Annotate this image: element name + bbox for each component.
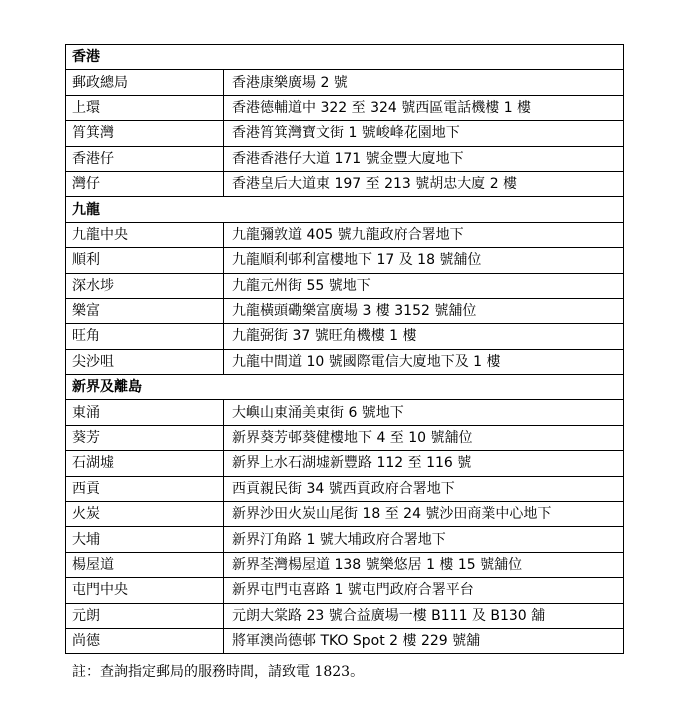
office-name: 筲箕灣 <box>66 121 224 146</box>
table-row <box>66 146 624 171</box>
office-name: 尚德 <box>66 628 224 653</box>
region-heading: 香港 <box>66 45 624 70</box>
table-row <box>66 552 624 577</box>
table-row <box>66 324 624 349</box>
table-row <box>66 578 624 603</box>
office-address: 新界汀角路 1 號大埔政府合署地下 <box>224 527 624 552</box>
table-row <box>66 70 624 95</box>
office-address: 將軍澳尚德邨 TKO Spot 2 樓 229 號舖 <box>224 628 624 653</box>
office-address: 大嶼山東涌美東街 6 號地下 <box>224 400 624 425</box>
office-address: 西貢親民街 34 號西貢政府合署地下 <box>224 476 624 501</box>
office-name: 火炭 <box>66 502 224 527</box>
table-row <box>66 603 624 628</box>
office-name: 西貢 <box>66 476 224 501</box>
office-address: 九龍元州街 55 號地下 <box>224 273 624 298</box>
office-name: 石湖墟 <box>66 451 224 476</box>
office-address: 香港筲箕灣寶文街 1 號峻峰花園地下 <box>224 121 624 146</box>
office-address: 香港香港仔大道 171 號金豐大廈地下 <box>224 146 624 171</box>
office-name: 郵政總局 <box>66 70 224 95</box>
table-row <box>66 273 624 298</box>
office-name: 大埔 <box>66 527 224 552</box>
table-row <box>66 400 624 425</box>
office-address: 香港康樂廣場 2 號 <box>224 70 624 95</box>
office-address: 元朗大棠路 23 號合益廣場一樓 B111 及 B130 舖 <box>224 603 624 628</box>
office-address: 九龍彌敦道 405 號九龍政府合署地下 <box>224 222 624 247</box>
table-row <box>66 171 624 196</box>
office-name: 葵芳 <box>66 425 224 450</box>
office-address: 九龍順利邨利富樓地下 17 及 18 號舖位 <box>224 248 624 273</box>
office-address: 香港皇后大道東 197 至 213 號胡忠大廈 2 樓 <box>224 171 624 196</box>
post-office-table <box>65 44 624 654</box>
region-header-row <box>66 197 624 222</box>
table-row <box>66 298 624 323</box>
office-name: 香港仔 <box>66 146 224 171</box>
table-row <box>66 527 624 552</box>
table-row <box>66 222 624 247</box>
office-address: 新界屯門屯喜路 1 號屯門政府合署平台 <box>224 578 624 603</box>
office-name: 元朗 <box>66 603 224 628</box>
office-address: 新界上水石湖墟新豐路 112 至 116 號 <box>224 451 624 476</box>
office-name: 屯門中央 <box>66 578 224 603</box>
office-name: 深水埗 <box>66 273 224 298</box>
table-row <box>66 628 624 653</box>
office-name: 九龍中央 <box>66 222 224 247</box>
office-name: 樂富 <box>66 298 224 323</box>
office-address: 新界沙田火炭山尾街 18 至 24 號沙田商業中心地下 <box>224 502 624 527</box>
table-row <box>66 349 624 374</box>
office-address: 九龍弼街 37 號旺角機樓 1 樓 <box>224 324 624 349</box>
table-row <box>66 502 624 527</box>
office-name: 東涌 <box>66 400 224 425</box>
table-row <box>66 248 624 273</box>
office-name: 楊屋道 <box>66 552 224 577</box>
region-header-row <box>66 375 624 400</box>
table-row <box>66 121 624 146</box>
office-address: 新界荃灣楊屋道 138 號樂悠居 1 樓 15 號舖位 <box>224 552 624 577</box>
table-row <box>66 95 624 120</box>
table-row <box>66 451 624 476</box>
office-address: 九龍橫頭磡樂富廣場 3 樓 3152 號舖位 <box>224 298 624 323</box>
office-name: 旺角 <box>66 324 224 349</box>
office-name: 順利 <box>66 248 224 273</box>
region-heading: 九龍 <box>66 197 624 222</box>
office-name: 灣仔 <box>66 171 224 196</box>
region-heading: 新界及離島 <box>66 375 624 400</box>
table-row <box>66 425 624 450</box>
table-row <box>66 476 624 501</box>
office-address: 新界葵芳邨葵健樓地下 4 至 10 號舖位 <box>224 425 624 450</box>
office-address: 香港德輔道中 322 至 324 號西區電話機樓 1 樓 <box>224 95 624 120</box>
office-name: 上環 <box>66 95 224 120</box>
footnote: 註：查詢指定郵局的服務時間，請致電 1823。 <box>72 664 365 680</box>
region-header-row <box>66 45 624 70</box>
office-name: 尖沙咀 <box>66 349 224 374</box>
office-address: 九龍中間道 10 號國際電信大廈地下及 1 樓 <box>224 349 624 374</box>
